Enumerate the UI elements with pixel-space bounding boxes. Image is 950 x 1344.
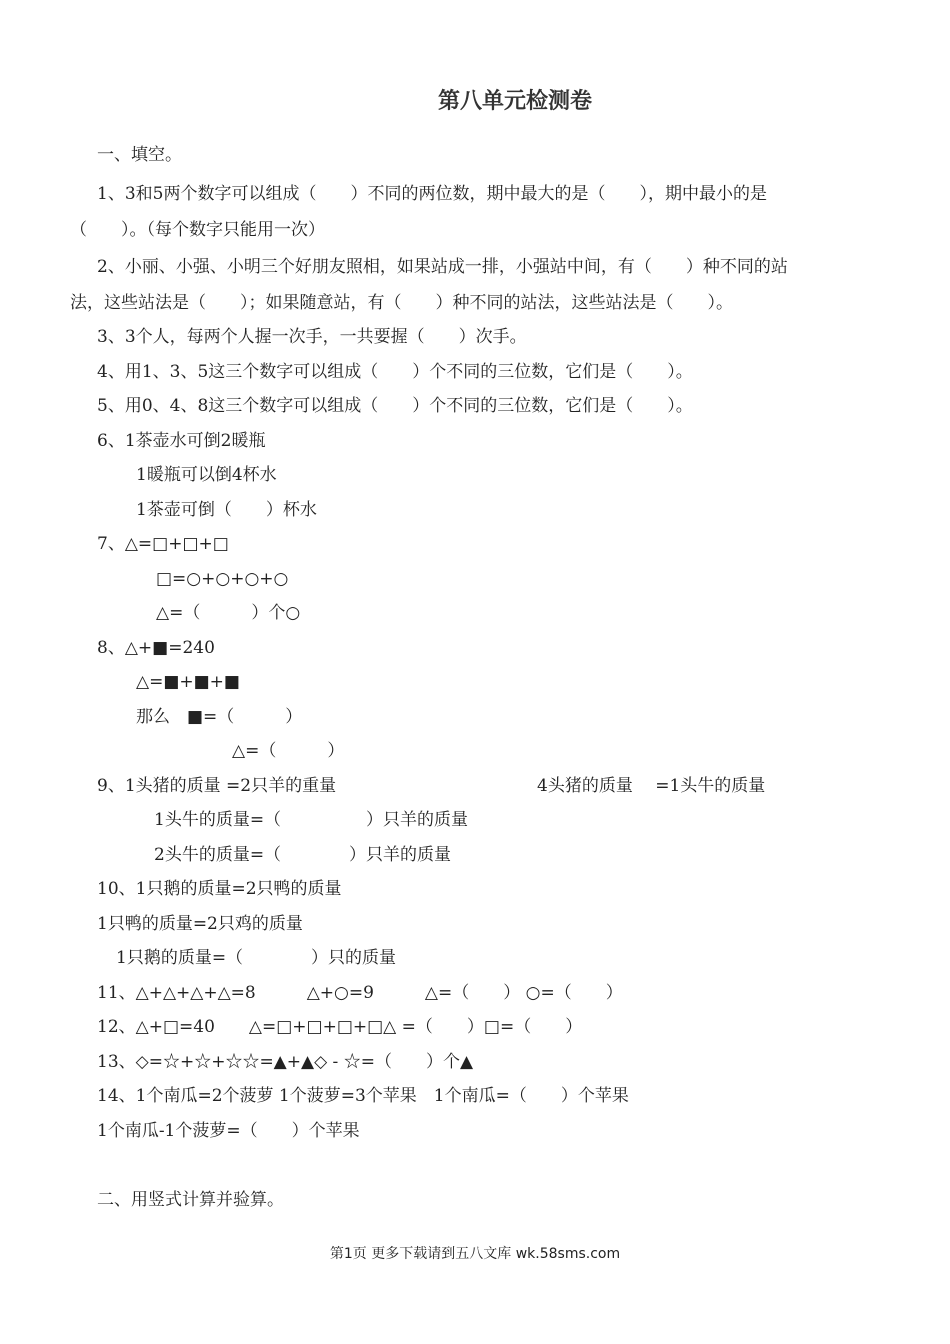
question-line: △=（ ） (232, 741, 345, 761)
question-line: 1暖瓶可以倒4杯水 (136, 465, 277, 485)
question-line: 4、用1、3、5这三个数字可以组成（ ）个不同的三位数，它们是（ ）。 (97, 362, 693, 382)
question-line: 13、◇=☆+☆+☆☆=▲+▲◇ - ☆=（ ）个▲ (97, 1052, 474, 1072)
question-line: 11、△+△+△+△=8 △+○=9 △=（ ） ○=（ ） (97, 983, 623, 1003)
question-line: 那么 ■=（ ） (136, 707, 303, 727)
question-line: 3、3个人，每两个人握一次手，一共要握（ ）次手。 (97, 327, 527, 347)
question-line: 10、1只鹅的质量=2只鸭的质量 (97, 879, 342, 899)
question-line: 7、△=□+□+□ (97, 534, 229, 554)
question-line: 1个南瓜-1个菠萝=（ ）个苹果 (97, 1121, 360, 1141)
question-line: 9、1头猪的质量 =2只羊的重量 (97, 776, 337, 796)
question-line: 1头牛的质量=（ ）只羊的质量 (154, 810, 469, 830)
question-line: 2、小丽、小强、小明三个好朋友照相，如果站成一排，小强站中间，有（ ）种不同的站 (97, 257, 788, 277)
section-heading-fill-in: 一、填空。 (97, 145, 182, 165)
question-line: （ ）。（每个数字只能用一次） (70, 220, 325, 240)
question-line: △=（ ）个○ (156, 603, 301, 623)
question-line: 6、1茶壶水可倒2暖瓶 (97, 431, 266, 451)
question-line: 2头牛的质量=（ ）只羊的质量 (154, 845, 452, 865)
question-line: 法，这些站法是（ ）；如果随意站，有（ ）种不同的站法，这些站法是（ ）。 (70, 293, 733, 313)
question-line: 1茶壶可倒（ ）杯水 (136, 500, 317, 520)
question-line: 1只鹅的质量=（ ）只的质量 (116, 948, 397, 968)
question-line: 14、1个南瓜=2个菠萝 1个菠萝=3个苹果 1个南瓜=（ ）个苹果 (97, 1086, 629, 1106)
question-line: 1、3和5两个数字可以组成（ ）不同的两位数，期中最大的是（ ），期中最小的是 (97, 184, 767, 204)
question-line: □=○+○+○+○ (156, 569, 289, 589)
question-line: 1只鸭的质量=2只鸡的质量 (97, 914, 303, 934)
page-title: 第八单元检测卷 (437, 89, 592, 114)
section-heading-vertical-calc: 二、用竖式计算并验算。 (97, 1190, 284, 1210)
question-line: △=■+■+■ (136, 672, 240, 692)
question-line: 12、△+□=40 △=□+□+□+□△ =（ ）□=（ ） (97, 1017, 583, 1037)
question-line: 4头猪的质量 =1头牛的质量 (537, 776, 766, 796)
question-line: 8、△+■=240 (97, 638, 215, 658)
page-footer: 第1页 更多下载请到五八文库 wk.58sms.com (329, 1246, 621, 1262)
question-line: 5、用0、4、8这三个数字可以组成（ ）个不同的三位数，它们是（ ）。 (97, 396, 693, 416)
